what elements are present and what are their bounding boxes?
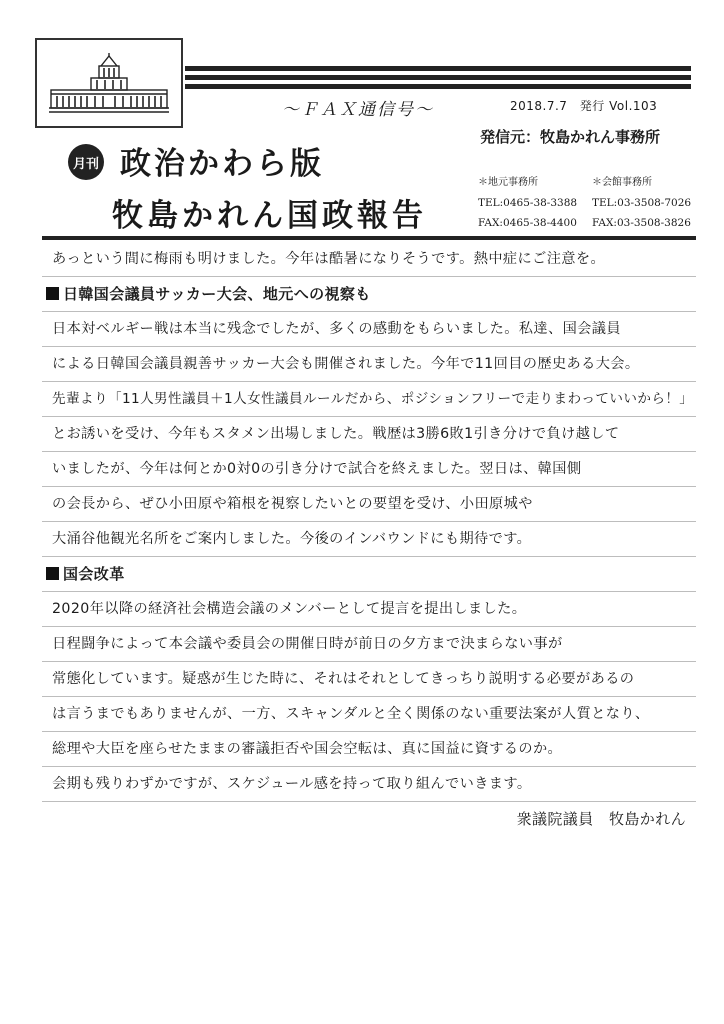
line-text: の会長から、ぜひ小田原や箱根を視察したいとの要望を受け、小田原城や xyxy=(52,496,533,512)
body-line xyxy=(42,522,696,557)
body-line xyxy=(42,627,696,662)
line-text: 先輩より「11人男性議員＋1人女性議員ルールだから、ポジションフリーで走りまわっていいから！」 xyxy=(52,391,694,407)
body-line xyxy=(42,592,696,627)
body-line xyxy=(42,697,696,732)
sub-title: 牧島かれん国政報告 xyxy=(112,198,427,234)
sender: 発信元：牧島かれん事務所 xyxy=(480,128,661,146)
line-text: あっという間に梅雨も明けました。今年は酷暑になりそうです。熱中症にご注意を。 xyxy=(52,251,606,267)
local-office-tel: TEL:0465-38-3388 xyxy=(478,197,578,209)
line-text: いましたが、今年は何とか0対0の引き分けで試合を終えました。翌日は、韓国側 xyxy=(52,461,582,477)
report-body xyxy=(42,242,696,837)
square-bullet-icon xyxy=(46,287,59,300)
body-line xyxy=(42,732,696,767)
body-line xyxy=(42,767,696,802)
body-line xyxy=(42,417,696,452)
issue-volume: Vol.103 xyxy=(609,99,658,113)
body-line xyxy=(42,242,696,277)
line-text: 日韓国会議員サッカー大会、地元への視察も xyxy=(63,285,371,303)
header-rule xyxy=(185,84,691,89)
line-text: は言うまでもありませんが、一方、スキャンダルと全く関係のない重要法案が人質となり、 xyxy=(52,706,650,722)
body-line xyxy=(42,347,696,382)
line-text: とお誘いを受け、今年もスタメン出場しました。戦歴は3勝6敗1引き分けで負け越して xyxy=(52,426,620,442)
line-text: 総理や大臣を座らせたままの審議拒否や国会空転は、真に国益に資するのか。 xyxy=(52,741,563,757)
diet-building-icon xyxy=(47,52,171,116)
body-line xyxy=(42,452,696,487)
body-line xyxy=(42,312,696,347)
issue-label: 発行 xyxy=(579,99,605,113)
section-heading xyxy=(42,277,696,312)
hall-office-fax: FAX:03-3508-3826 xyxy=(592,217,691,229)
issue-info xyxy=(510,97,657,114)
line-text: 常態化しています。疑惑が生じた時に、それはそれとしてきっちり説明する必要があるの xyxy=(52,671,635,687)
monthly-badge: 月刊 xyxy=(68,144,104,180)
fax-title: ～ＦＡＸ通信号～ xyxy=(282,100,434,120)
diet-building-logo xyxy=(35,38,183,128)
line-text: 会期も残りわずかですが、スケジュール感を持って取り組んでいきます。 xyxy=(52,776,532,792)
hall-office xyxy=(592,173,691,233)
local-office-fax: FAX:0465-38-4400 xyxy=(478,217,577,229)
section-heading xyxy=(42,557,696,592)
local-office-label: ＊地元事務所 xyxy=(478,177,538,188)
header-rule xyxy=(185,75,691,80)
body-line xyxy=(42,487,696,522)
line-text: による日韓国会議員親善サッカー大会も開催されました。今年で11回目の歴史ある大会。 xyxy=(52,356,640,372)
line-text: 大涌谷他観光名所をご案内しました。今後のインバウンドにも期待です。 xyxy=(52,531,532,547)
line-text: 日程闘争によって本会議や委員会の開催日時が前日の夕方まで決まらない事が xyxy=(52,636,563,652)
header-rule xyxy=(185,66,691,71)
line-text: 衆議院議員 牧島かれん xyxy=(516,810,686,828)
main-title: 政治かわら版 xyxy=(120,146,324,182)
local-office xyxy=(478,173,577,233)
issue-date: 2018.7.7 xyxy=(510,99,568,113)
line-text: 国会改革 xyxy=(63,565,125,583)
header-bottom-rule xyxy=(42,236,696,240)
line-text: 日本対ベルギー戦は本当に残念でしたが、多くの感動をもらいました。私達、国会議員 xyxy=(52,321,621,337)
line-text: 2020年以降の経済社会構造会議のメンバーとして提言を提出しました。 xyxy=(52,601,527,617)
hall-office-label: ＊会館事務所 xyxy=(592,177,652,188)
body-line xyxy=(42,662,696,697)
hall-office-tel: TEL:03-3508-7026 xyxy=(592,197,692,209)
signature xyxy=(42,802,696,837)
square-bullet-icon xyxy=(46,567,59,580)
body-line xyxy=(42,382,696,417)
